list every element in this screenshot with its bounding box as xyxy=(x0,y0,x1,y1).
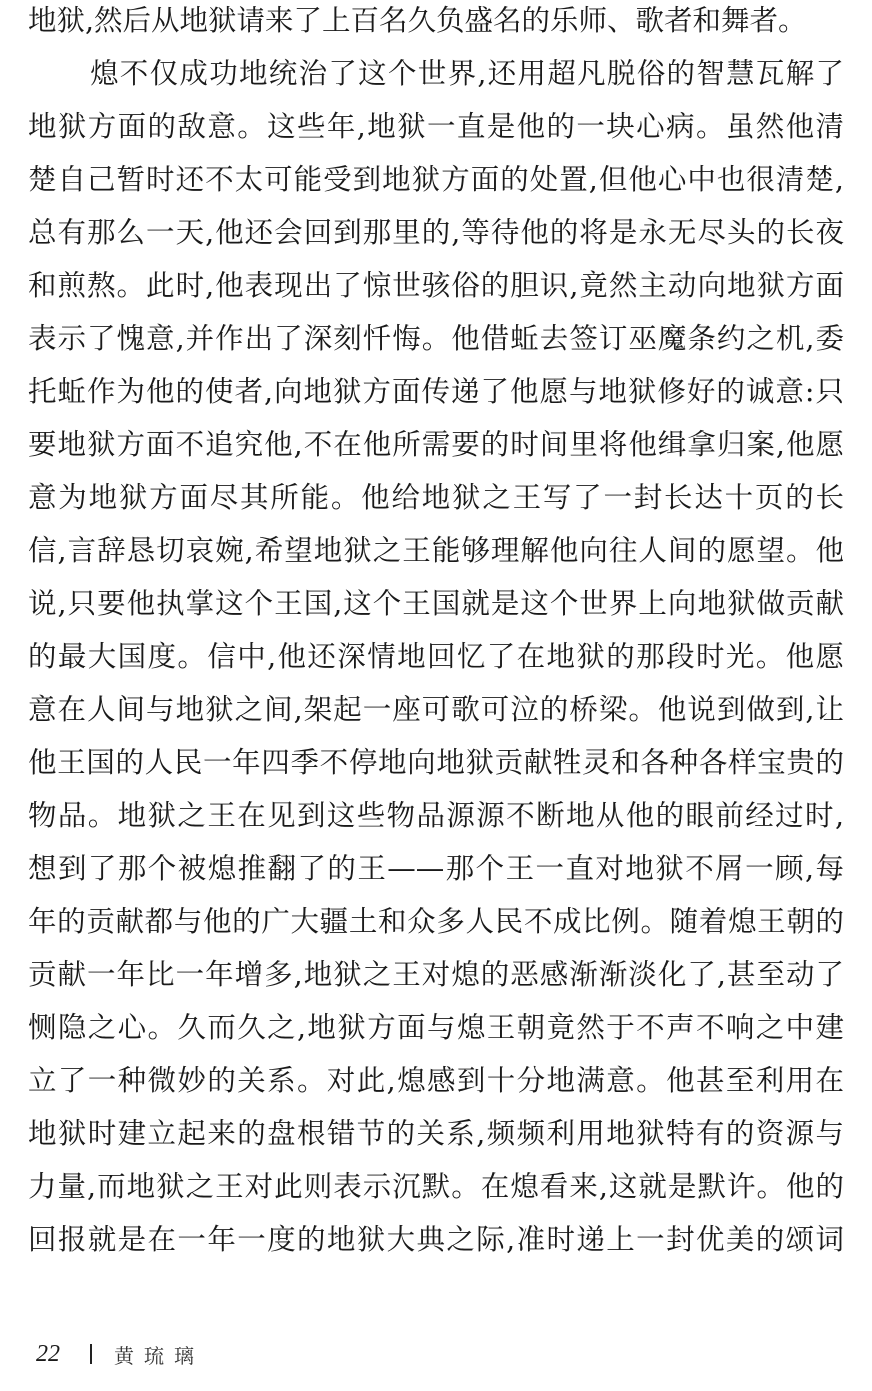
text-line: 和煎熬。此时,他表现出了惊世骇俗的胆识,竟然主动向地狱方面 xyxy=(28,269,844,302)
page-body xyxy=(28,0,844,1266)
text-line: 的最大国度。信中,他还深情地回忆了在地狱的那段时光。他愿 xyxy=(28,640,844,673)
text-line: 表示了愧意,并作出了深刻忏悔。他借蚯去签订巫魔条约之机,委 xyxy=(28,322,844,355)
text-line: 说,只要他执掌这个王国,这个王国就是这个世界上向地狱做贡献 xyxy=(28,587,844,620)
text-line: 贡献一年比一年增多,地狱之王对熄的恶感渐渐淡化了,甚至动了 xyxy=(28,958,844,991)
text-line: 物品。地狱之王在见到这些物品源源不断地从他的眼前经过时, xyxy=(28,799,844,832)
page-number: 22 xyxy=(36,1340,60,1367)
text-line: 立了一种微妙的关系。对此,熄感到十分地满意。他甚至利用在 xyxy=(28,1064,844,1097)
text-line: 回报就是在一年一度的地狱大典之际,准时递上一封优美的颂词 xyxy=(28,1223,844,1256)
page-footer xyxy=(36,1334,204,1374)
text-line: 年的贡献都与他的广大疆土和众多人民不成比例。随着熄王朝的 xyxy=(28,905,844,938)
text-line: 恻隐之心。久而久之,地狱方面与熄王朝竟然于不声不响之中建 xyxy=(28,1011,844,1044)
text-line: 意在人间与地狱之间,架起一座可歌可泣的桥梁。他说到做到,让 xyxy=(28,693,844,726)
text-line: 意为地狱方面尽其所能。他给地狱之王写了一封长达十页的长 xyxy=(28,481,844,514)
text-line: 想到了那个被熄推翻了的王——那个王一直对地狱不屑一顾,每 xyxy=(28,852,844,885)
book-title: 黄琉璃 xyxy=(114,1343,204,1368)
text-line: 托蚯作为他的使者,向地狱方面传递了他愿与地狱修好的诚意:只 xyxy=(28,375,844,408)
text-line-paragraph-start: 熄不仅成功地统治了这个世界,还用超凡脱俗的智慧瓦解了 xyxy=(90,57,844,90)
footer-divider xyxy=(90,1344,92,1364)
text-line: 地狱方面的敌意。这些年,地狱一直是他的一块心病。虽然他清 xyxy=(28,110,844,143)
text-line: 力量,而地狱之王对此则表示沉默。在熄看来,这就是默许。他的 xyxy=(28,1170,844,1203)
text-line: 信,言辞恳切哀婉,希望地狱之王能够理解他向往人间的愿望。他 xyxy=(28,534,844,567)
text-line: 他王国的人民一年四季不停地向地狱贡献牲灵和各种各样宝贵的 xyxy=(28,746,844,779)
text-line: 楚自己暂时还不太可能受到地狱方面的处置,但他心中也很清楚, xyxy=(28,163,844,196)
text-line: 地狱,然后从地狱请来了上百名久负盛名的乐师、歌者和舞者。 xyxy=(28,4,807,37)
text-line: 要地狱方面不追究他,不在他所需要的时间里将他缉拿归案,他愿 xyxy=(28,428,844,461)
text-line: 总有那么一天,他还会回到那里的,等待他的将是永无尽头的长夜 xyxy=(28,216,844,249)
text-line: 地狱时建立起来的盘根错节的关系,频频利用地狱特有的资源与 xyxy=(28,1117,844,1150)
